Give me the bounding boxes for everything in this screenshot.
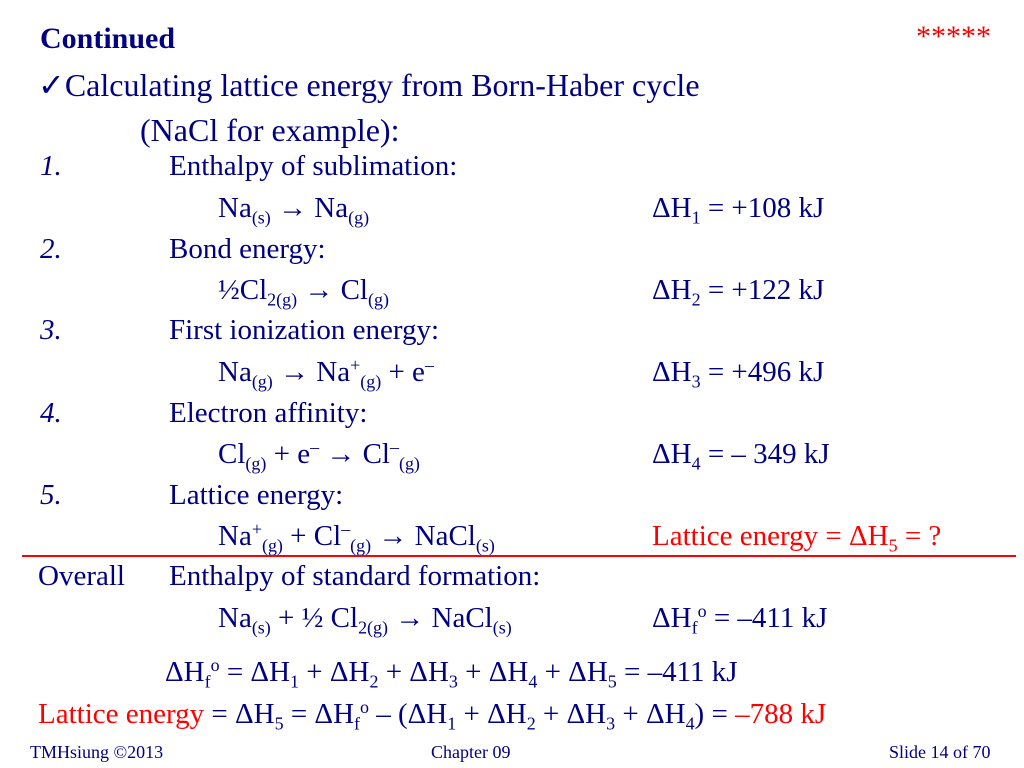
equation-part: = ΔH xyxy=(204,698,275,730)
slide-heading: Continued xyxy=(40,22,176,55)
footer-author: TMHsiung ©2013 xyxy=(30,742,164,762)
divider-line xyxy=(22,555,1016,557)
lattice-energy-label: Lattice energy = xyxy=(652,520,849,552)
lattice-energy-label-final: Lattice energy xyxy=(38,698,205,730)
hess-sum-result: = –411 kJ xyxy=(624,656,738,688)
importance-stars: ***** xyxy=(916,20,991,53)
lattice-energy-question: = ? xyxy=(897,520,942,552)
overall-label: Overall xyxy=(38,560,125,592)
hess-sum-equation: $\Delta H_f^o = \Delta H_1 + \Delta H_2 + \Delta H_3 + \Delta H_4 + \Delta H_5 = -411$ kJ xyxy=(165,655,738,692)
reaction-lattice: $Na^+_{(g)} + Cl^-_{(g)}$ → NaCl$_{(s)}$ xyxy=(218,519,495,556)
step-number: 1. xyxy=(40,150,62,182)
lattice-energy-equation: Lattice energy = $\Delta H_5 = \Delta H_f^o - (\Delta H_1 + \Delta H_2 + \Delta H_3 + \Delta H_4) = -788$ kJ xyxy=(38,697,827,734)
reaction-bond-energy: $\frac{1}{2}Cl_{2(g)} \to Cl_{(g)}$ xyxy=(218,274,389,310)
enthalpy-h1: $\Delta H_1 = +108$ kJ xyxy=(652,192,825,228)
reaction-sublimation: $Na_{(s)} \to Na_{(g)}$ xyxy=(218,192,370,228)
enthalpy-h4-value: = – 349 kJ xyxy=(707,438,830,470)
enthalpy-h2: $\Delta H_2 = +122$ kJ xyxy=(652,274,825,310)
step-title: First ionization energy: xyxy=(169,314,440,346)
enthalpy-h1-value: = +108 kJ xyxy=(707,192,825,224)
reaction-formation: $Na_{(s)}$ + ½ $Cl_{2(g)}$ → NaCl$_{(s)}$ xyxy=(218,602,512,638)
equation-part: = ΔH xyxy=(283,698,355,730)
enthalpy-h4: $\Delta H_4$ = – 349 kJ xyxy=(652,438,830,474)
step-title: Enthalpy of sublimation: xyxy=(169,150,458,182)
bullet-line xyxy=(38,66,700,104)
footer-chapter: Chapter 09 xyxy=(431,742,511,762)
step-title: Electron affinity: xyxy=(169,397,368,429)
reaction-electron-affinity: $Cl_{(g)} + e^- \to Cl^-_{(g)}$ xyxy=(218,437,420,474)
step-title: Bond energy: xyxy=(169,233,326,265)
step-number: 2. xyxy=(40,233,62,265)
enthalpy-formation: $\Delta H_f^o = -411$ kJ xyxy=(652,601,828,638)
checkmark-icon: ✓ xyxy=(38,67,65,103)
enthalpy-h2-value: = +122 kJ xyxy=(707,274,825,306)
enthalpy-h3: $\Delta H_3 = +496$ kJ xyxy=(652,356,825,392)
equation-part: – (ΔH xyxy=(369,698,448,730)
enthalpy-h3-value: = +496 kJ xyxy=(707,356,825,388)
reaction-ionization: $Na_{(g)} \to Na^+_{(g)} + e^-$ xyxy=(218,355,434,392)
footer-slide-number: Slide 14 of 70 xyxy=(889,742,991,762)
lattice-energy-result: –788 kJ xyxy=(735,698,827,730)
bullet-text: Calculating lattice energy from Born-Haber cycle xyxy=(64,67,700,103)
step-number: 5. xyxy=(40,479,62,511)
step-number: 4. xyxy=(40,397,62,429)
overall-title: Enthalpy of standard formation: xyxy=(169,560,541,592)
step-title: Lattice energy: xyxy=(169,479,344,511)
step-number: 3. xyxy=(40,314,62,346)
lattice-energy-unknown: Lattice energy = $\Delta H_5$ = ? xyxy=(652,520,942,556)
enthalpy-formation-value: = –411 kJ xyxy=(713,602,828,634)
bullet-subtext: (NaCl for example): xyxy=(140,112,400,148)
